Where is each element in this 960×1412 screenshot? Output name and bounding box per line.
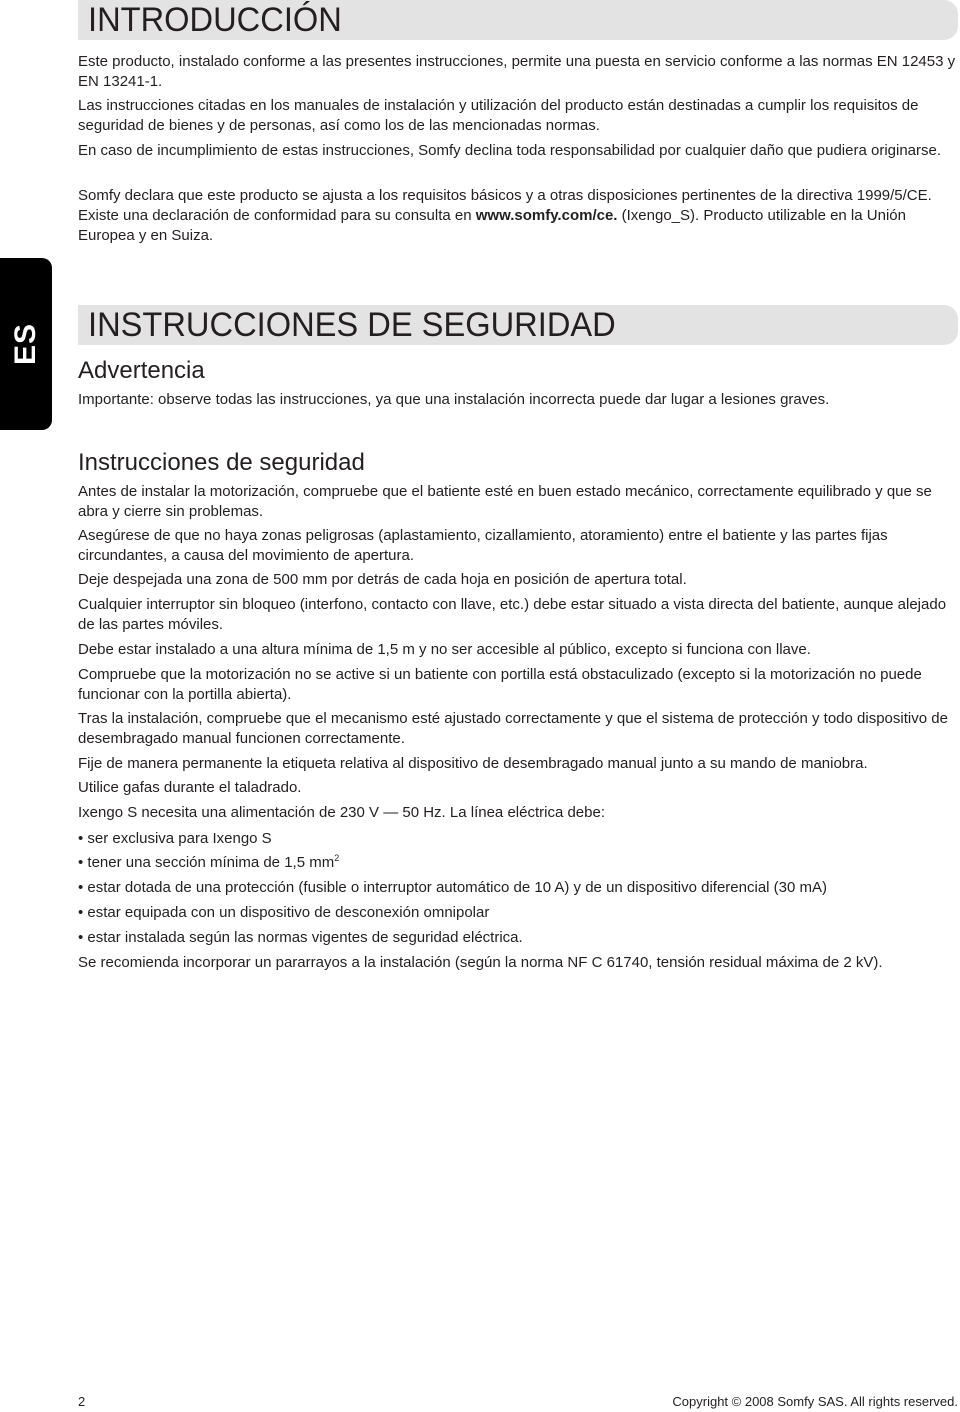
language-tab-label: ES bbox=[9, 322, 42, 366]
warning-text: Importante: observe todas las instrucciones, ya que una instalación incorrecta puede dar lugar a lesiones graves. bbox=[78, 391, 830, 408]
instructions-heading: Instrucciones de seguridad bbox=[78, 449, 365, 476]
safety-item-4: Cualquier interruptor sin bloqueo (interfono, contacto con llave, etc.) debe estar situado a vista directa del batiente, aunque alejado de las partes móviles. bbox=[78, 596, 947, 633]
intro-title: INTRODUCCIÓN bbox=[88, 1, 342, 39]
intro-paragraph-1: Este producto, instalado conforme a las presentes instrucciones, permite una puesta en servicio conforme a las normas EN 12453 y EN 13241-1. bbox=[78, 53, 956, 90]
safety-item-2: Asegúrese de que no haya zonas peligrosas (aplastamiento, cizallamiento, atoramiento) entre el batiente y las partes fijas circundantes, a causa del movimiento de apertura. bbox=[78, 527, 888, 564]
copyright: Copyright © 2008 Somfy SAS. All rights reserved. bbox=[672, 1394, 958, 1409]
intro-paragraph-2: Las instrucciones citadas en los manuales de instalación y utilización del producto están destinadas a cumplir los requisitos de seguridad de bienes y de personas, así como los de las mencionadas normas. bbox=[78, 97, 919, 134]
safety-item-10: Ixengo S necesita una alimentación de 230 V — 50 Hz. La línea eléctrica debe: bbox=[78, 804, 605, 821]
safety-item-9: Utilice gafas durante el taladrado. bbox=[78, 779, 302, 796]
safety-title-bar bbox=[78, 305, 958, 345]
safety-item-7: Tras la instalación, compruebe que el mecanismo esté ajustado correctamente y que el sistema de protección y todo dispositivo de desembragado manual funcionen correctamente. bbox=[78, 710, 948, 747]
safety-item-6: Compruebe que la motorización no se active si un batiente con portilla está obstaculizado (excepto si la motorización no puede funcionar con la portilla abierta). bbox=[78, 666, 922, 703]
power-bullet-3: • estar dotada de una protección (fusible o interruptor automático de 10 A) y de un dispositivo diferencial (30 mA) bbox=[78, 879, 828, 896]
safety-title: INSTRUCCIONES DE SEGURIDAD bbox=[88, 306, 616, 344]
page-number: 2 bbox=[78, 1394, 86, 1409]
power-bullet-2 bbox=[78, 853, 339, 873]
safety-item-8: Fije de manera permanente la etiqueta relativa al dispositivo de desembragado manual junto a su mando de maniobra. bbox=[78, 755, 868, 772]
intro-paragraph-4-end: (Ixengo_S). Producto utilizable en la Unión Europea y en Suiza. bbox=[78, 207, 906, 244]
intro-paragraph-4 bbox=[78, 186, 956, 246]
power-bullet-5: • estar instalada según las normas vigentes de seguridad eléctrica. bbox=[78, 929, 523, 946]
somfy-ce-link[interactable]: www.somfy.com/ce. bbox=[475, 207, 618, 224]
safety-item-11: Se recomienda incorporar un pararrayos a la instalación (según la norma NF C 61740, tensión residual máxima de 2 kV). bbox=[78, 954, 883, 971]
power-bullet-4: • estar equipada con un dispositivo de desconexión omnipolar bbox=[78, 904, 490, 921]
intro-title-bar bbox=[78, 0, 958, 40]
safety-item-1: Antes de instalar la motorización, compruebe que el batiente esté en buen estado mecánico, correctamente equilibrado y que se abra y cierre sin problemas. bbox=[78, 483, 932, 520]
intro-paragraph-4-start: Somfy declara que este producto se ajusta a los requisitos básicos y a otras disposiciones pertinentes de la directiva 1999/5/CE. Existe una declaración de conformidad para su consulta en bbox=[78, 187, 932, 224]
warning-heading: Advertencia bbox=[78, 357, 205, 384]
safety-item-5: Debe estar instalado a una altura mínima de 1,5 m y no ser accesible al público, excepto si funciona con llave. bbox=[78, 641, 811, 658]
intro-paragraph-3: En caso de incumplimiento de estas instrucciones, Somfy declina toda responsabilidad por cualquier daño que pudiera originarse. bbox=[78, 142, 942, 159]
language-tab bbox=[0, 258, 52, 430]
power-bullet-2-text: • tener una sección mínima de 1,5 mm bbox=[78, 854, 335, 871]
safety-item-3: Deje despejada una zona de 500 mm por detrás de cada hoja en posición de apertura total. bbox=[78, 571, 687, 588]
power-bullet-1: • ser exclusiva para Ixengo S bbox=[78, 830, 272, 847]
power-bullet-2-sup: 2 bbox=[334, 853, 340, 863]
